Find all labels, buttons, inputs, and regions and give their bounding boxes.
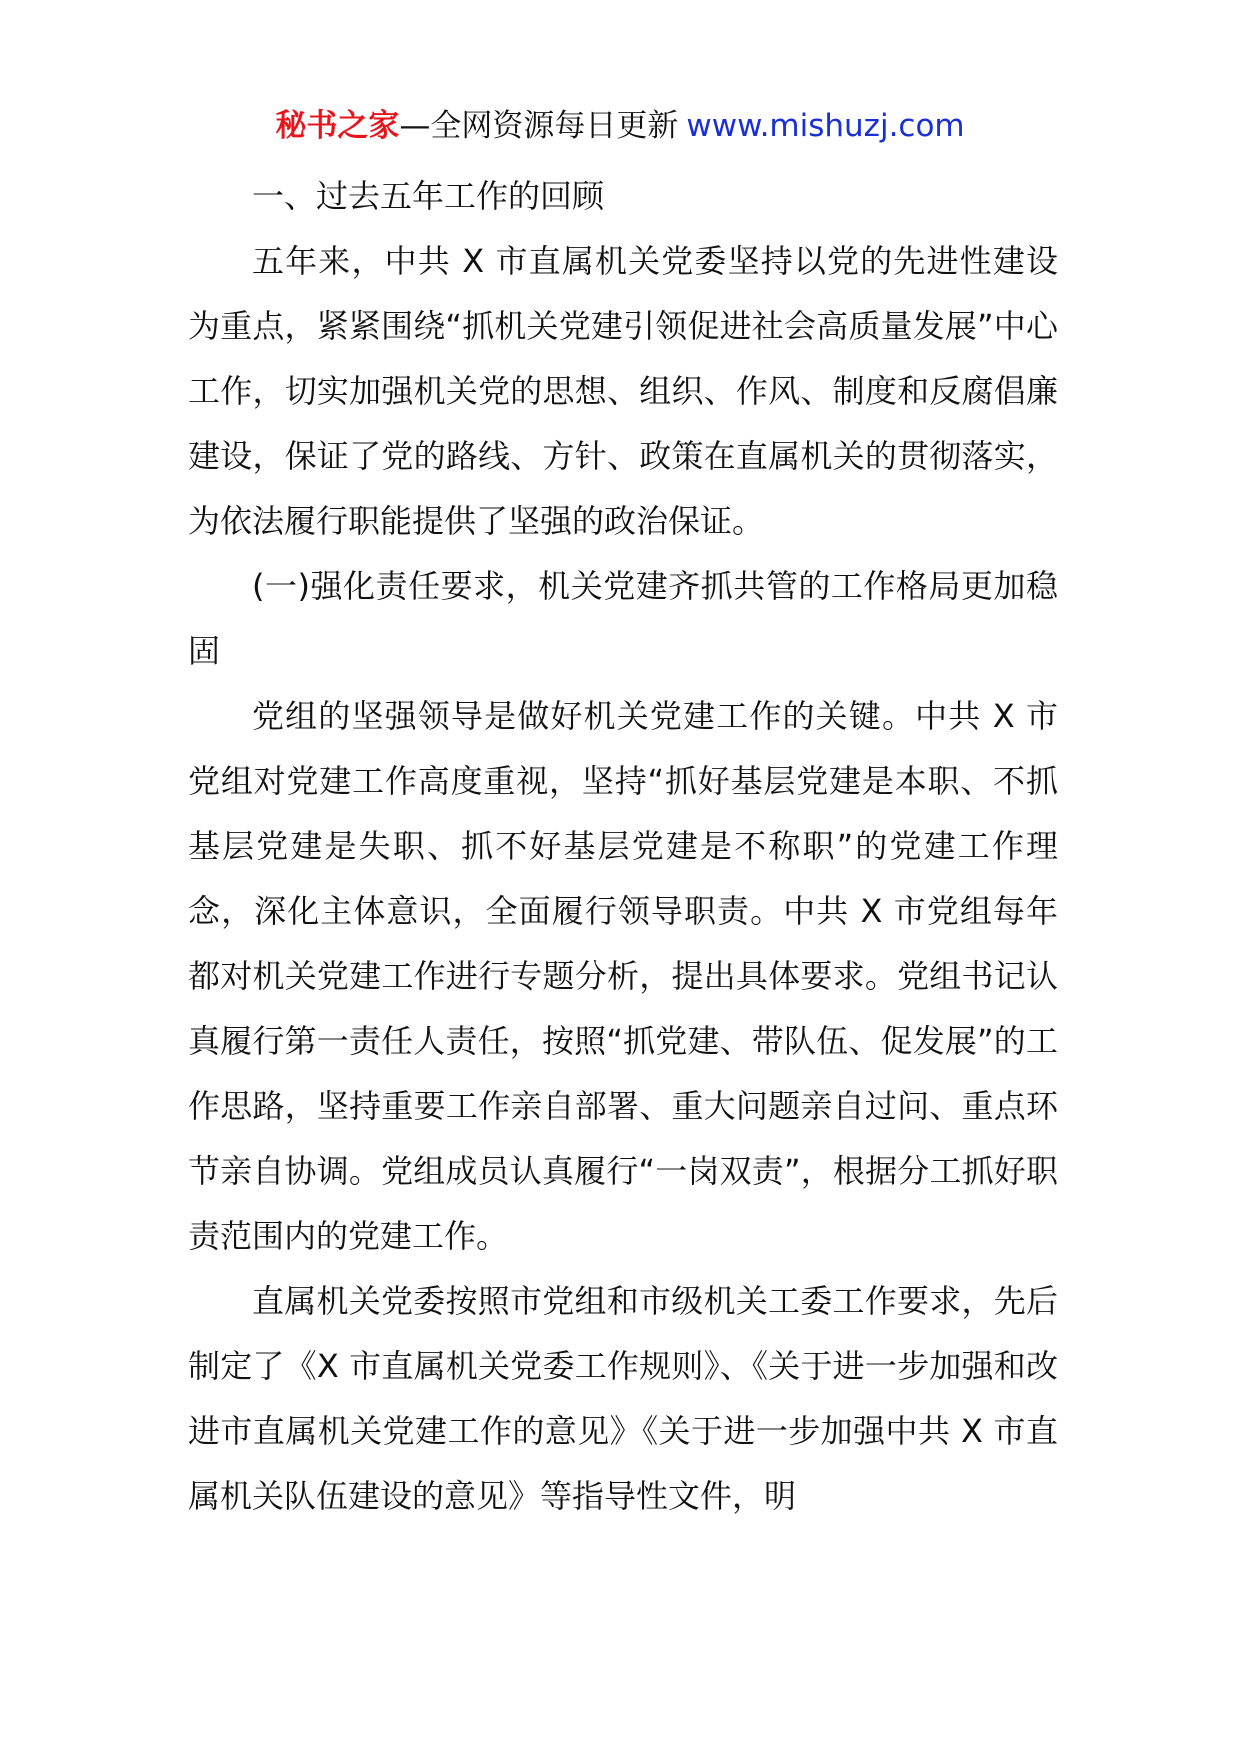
- section-heading: 一、过去五年工作的回顾: [252, 177, 605, 215]
- header-tagline: —全网资源每日更新: [399, 108, 679, 144]
- body-paragraph: 直属机关党委按照市党组和市级机关工委工作要求，先后制定了《X 市直属机关党委工作规则》、《关于进一步加强和改进市直属机关党建工作的意见》《关于进一步加强中共 X 市直属机关队伍建设的意见》等指导性文件，明: [188, 1282, 1058, 1515]
- body-paragraph: 党组的坚强领导是做好机关党建工作的关键。中共 X 市党组对党建工作高度重视，坚持“抓好基层党建是本职、不抓基层党建是失职、抓不好基层党建是不称职”的党建工作理念，深化主体意识，全面履行领导职责。中共 X 市党组每年都对机关党建工作进行专题分析，提出具体要求。党组书记认真履行第一责任人责任，按照“抓党建、带队伍、促发展”的工作思路，坚持重要工作亲自部署、重大问题亲自过问、重点环节亲自协调。党组成员认真履行“一岗双责”，根据分工抓好职责范围内的党建工作。: [188, 697, 1058, 1255]
- site-url-link[interactable]: www.mishuzj.com: [686, 108, 965, 144]
- document-body: [188, 164, 1058, 1529]
- brand-name: 秘书之家: [275, 108, 400, 144]
- subsection-heading: (一)强化责任要求，机关党建齐抓共管的工作格局更加稳固: [188, 567, 1058, 670]
- body-paragraph: 五年来，中共 X 市直属机关党委坚持以党的先进性建设为重点，紧紧围绕“抓机关党建引领促进社会高质量发展”中心工作，切实加强机关党的思想、组织、作风、制度和反腐倡廉建设，保证了党的路线、方针、政策在直属机关的贯彻落实，为依法履行职能提供了坚强的政治保证。: [188, 242, 1058, 540]
- site-header: [0, 98, 1240, 154]
